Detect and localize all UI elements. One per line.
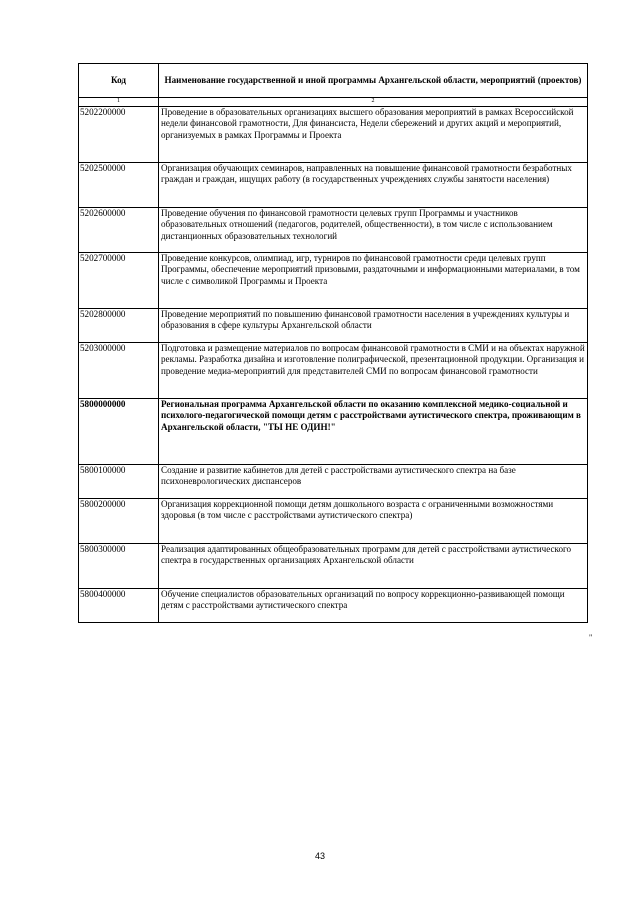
row-name: Проведение конкурсов, олимпиад, игр, турниров по финансовой грамотности среди целевых групп Программы, обеспечение мероприятий призовыми, раздаточными и информационными материалами, в том числе с символикой Программы и Проекта: [159, 253, 588, 309]
column-number: 1: [79, 98, 159, 107]
table-row: [79, 499, 588, 544]
column-number-row: [79, 98, 588, 107]
row-name: Проведение обучения по финансовой грамотности целевых групп Программы и участников образовательных отношений (педагогов, родителей, общественности), в том числе с использованием дистанционных образовательных технологий: [159, 208, 588, 253]
row-code: 5203000000: [79, 343, 159, 399]
row-code: 5202600000: [79, 208, 159, 253]
row-name: Организация коррекционной помощи детям дошкольного возраста с ограниченными возможностями здоровья (в том числе с расстройствами аутистического спектра): [159, 499, 588, 544]
budget-classification-table: [78, 63, 588, 623]
row-code: 5800000000: [79, 399, 159, 465]
row-name: Проведение мероприятий по повышению финансовой грамотности населения в учреждениях культуры и образования в сфере культуры Архангельской области: [159, 309, 588, 343]
row-code: 5202500000: [79, 163, 159, 208]
table-row: [79, 544, 588, 589]
row-code: 5202200000: [79, 107, 159, 163]
header-name: Наименование государственной и иной программы Архангельской области, мероприятий (проектов): [159, 64, 588, 98]
row-name: Обучение специалистов образовательных организаций по вопросу коррекционно-развивающей помощи детям с расстройствами аутистического спектра: [159, 589, 588, 623]
continuation-mark: ": [589, 633, 593, 642]
row-code: 5800300000: [79, 544, 159, 589]
row-name: Реализация адаптированных общеобразовательных программ для детей с расстройствами аутистического спектра в государственных организациях Архангельской области: [159, 544, 588, 589]
row-name: Подготовка и размещение материалов по вопросам финансовой грамотности в СМИ и на объектах наружной рекламы. Разработка дизайна и изготовление полиграфической, презентационной продукции. Организация и проведение медиа-мероприятий для представителей СМИ по вопросам финансовой грамотности: [159, 343, 588, 399]
row-code: 5800200000: [79, 499, 159, 544]
table-row: [79, 107, 588, 163]
table-row: [79, 343, 588, 399]
row-code: 5202800000: [79, 309, 159, 343]
table-row: [79, 163, 588, 208]
table-header-row: [79, 64, 588, 98]
row-code: 5800400000: [79, 589, 159, 623]
header-code: Код: [79, 64, 159, 98]
table-row: [79, 465, 588, 499]
table-row: [79, 253, 588, 309]
row-name: Организация обучающих семинаров, направленных на повышение финансовой грамотности безработных граждан и граждан, ищущих работу (в государственных учреждениях службы занятости населения): [159, 163, 588, 208]
table-row: [79, 589, 588, 623]
table-row: [79, 309, 588, 343]
table-row: [79, 399, 588, 465]
row-name: Создание и развитие кабинетов для детей с расстройствами аутистического спектра на базе психоневрологических диспансеров: [159, 465, 588, 499]
row-name: Региональная программа Архангельской области по оказанию комплексной медико-социальной и психолого-педагогической помощи детям с расстройствами аутистического спектра, проживающим в Архангельской области, "ТЫ НЕ ОДИН!": [159, 399, 588, 465]
row-name: Проведение в образовательных организациях высшего образования мероприятий в рамках Всероссийской недели финансовой грамотности, Для финансиста, Недели сбережений и других акций и мероприятий, организуемых в рамках Программы и Проекта: [159, 107, 588, 163]
table-row: [79, 208, 588, 253]
row-code: 5800100000: [79, 465, 159, 499]
column-number: 2: [159, 98, 588, 107]
page-number: 43: [314, 851, 325, 861]
row-code: 5202700000: [79, 253, 159, 309]
